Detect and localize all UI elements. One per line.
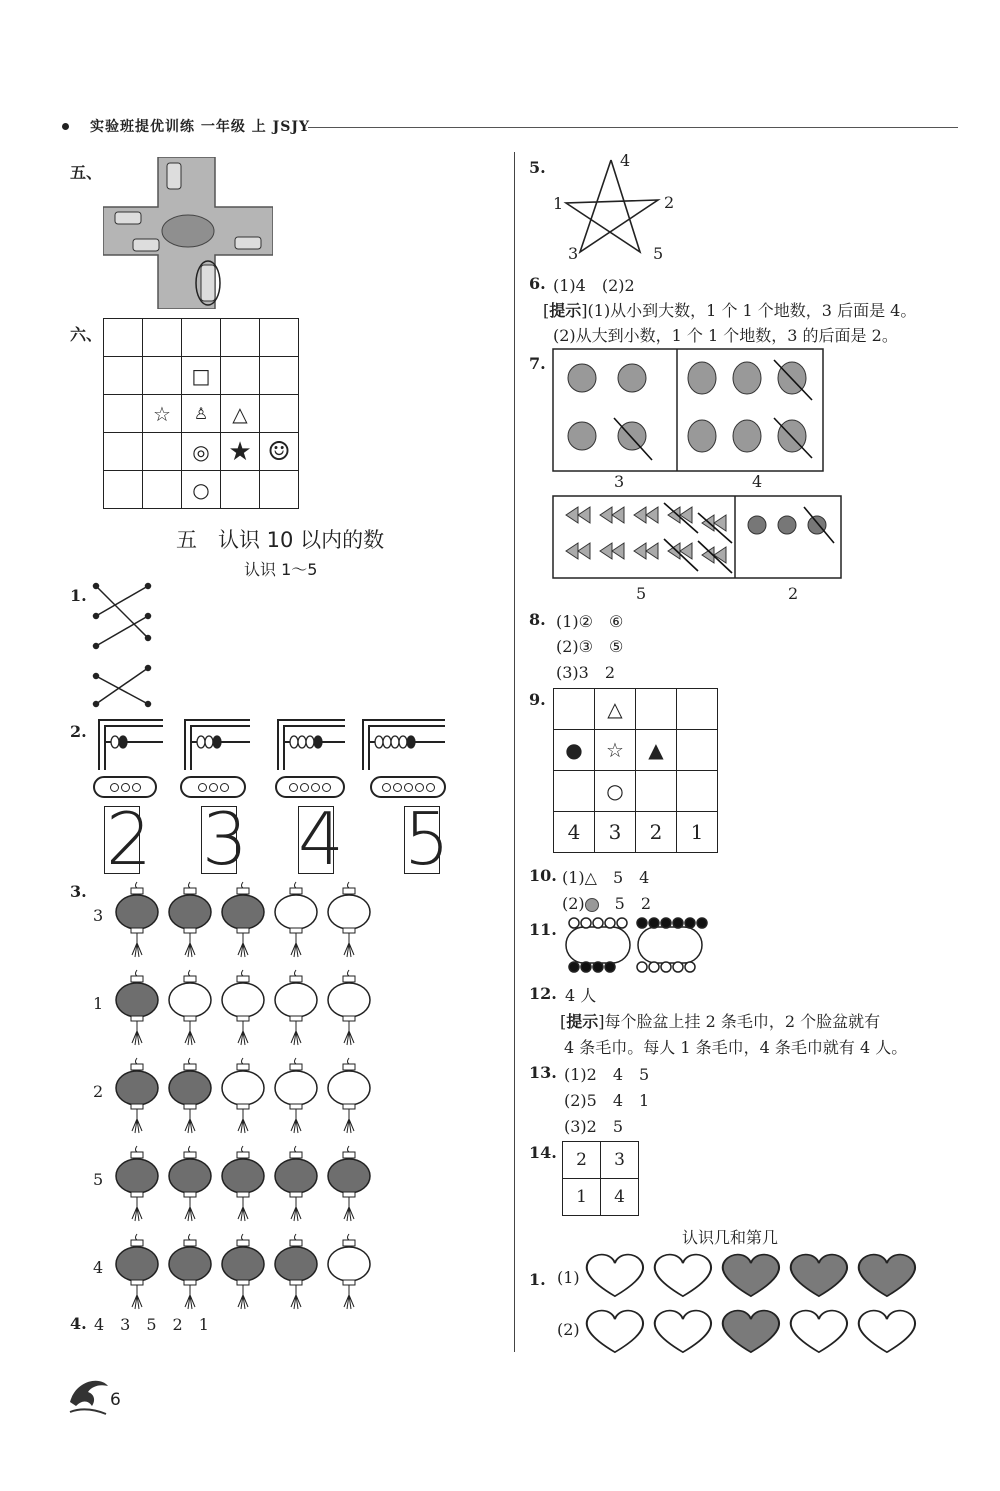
q13-number: 13. (529, 1063, 557, 1082)
q1b-row1-label: (1) (557, 1268, 580, 1287)
header-title: 实验班提优训练 一年级 上 JSJY (90, 119, 310, 135)
grid-cell: 4 (554, 812, 595, 853)
lantern-icon (114, 1056, 160, 1136)
candle-shape: ♙ (182, 395, 221, 433)
triangle-shape: △ (221, 395, 260, 433)
section-subtitle: 认识 1～5 (244, 560, 318, 579)
q3-number: 3. (70, 882, 87, 901)
heart-icon (855, 1250, 921, 1302)
q6-tip-line2: (2)从大到小数，1 个 1 个地数，3 的后面是 2。 (553, 326, 898, 345)
circle-outline: ○ (595, 771, 636, 812)
lantern-row-label: 3 (93, 906, 104, 925)
lantern-icon (326, 968, 372, 1048)
bead-ovals (562, 915, 712, 975)
heart-icon (787, 1250, 853, 1302)
lantern-icon (220, 1144, 266, 1224)
crossroad-figure (103, 157, 273, 309)
smiley-shape: ☺ (260, 433, 299, 471)
q12-number: 12. (529, 984, 557, 1003)
lantern-icon (220, 968, 266, 1048)
position-grid (103, 318, 299, 509)
heart-icon (719, 1306, 785, 1358)
page-number: 6 (110, 1390, 121, 1410)
grid-cell: 3 (601, 1142, 639, 1179)
q12-tip-line2: 4 条毛巾。每人 1 条毛巾，4 条毛巾就有 4 人。 (564, 1038, 908, 1057)
grid-cell: 1 (563, 1179, 601, 1216)
q-liu-label: 六、 (70, 325, 103, 344)
digit-3: 3 (202, 797, 248, 881)
butterfly-count: 5 (636, 584, 647, 603)
filled-circle: ● (554, 730, 595, 771)
lantern-icon (273, 1232, 319, 1312)
q-wu-label: 五、 (70, 163, 103, 182)
heart-icon (719, 1250, 785, 1302)
counter-pill-4 (275, 776, 345, 798)
q1b-row2-label: (2) (557, 1320, 580, 1339)
grid-cell: 2 (636, 812, 677, 853)
q14-number: 14. (529, 1143, 557, 1162)
digit-5: 5 (404, 797, 450, 881)
lantern-icon (273, 968, 319, 1048)
q11-number: 11. (529, 920, 557, 939)
lantern-icon (220, 880, 266, 960)
star-outline: ☆ (595, 730, 636, 771)
counter-pill-5 (370, 776, 446, 798)
monkey-deer-box (552, 348, 824, 473)
q6-answer: (1)4 (2)2 (553, 276, 635, 295)
lantern-rows (88, 880, 388, 1325)
hearts-row-2 (583, 1306, 923, 1358)
grid-cell: 3 (595, 812, 636, 853)
lantern-icon (326, 880, 372, 960)
q4-answer: 4 3 5 2 1 (94, 1315, 209, 1334)
star-outline-shape: ☆ (143, 395, 182, 433)
q4-number: 4. (70, 1314, 87, 1333)
q10-number: 10. (529, 866, 557, 885)
star-label-left: 1 (553, 194, 564, 213)
digit-4: 4 (298, 797, 344, 881)
q13-line-3: (3)2 5 (564, 1117, 624, 1136)
lantern-icon (326, 1144, 372, 1224)
q6-number: 6. (529, 274, 546, 293)
lantern-row-label: 4 (93, 1258, 104, 1277)
q12-tip: [提示]每个脸盆上挂 2 条毛巾，2 个脸盆就有 (560, 1012, 881, 1031)
heart-icon (855, 1306, 921, 1358)
q1b-number: 1. (529, 1270, 546, 1289)
q2-number: 2. (70, 722, 87, 741)
star-label-top: 4 (620, 151, 631, 170)
deer-count: 4 (752, 472, 763, 491)
grid-cell: 1 (677, 812, 718, 853)
q5-number: 5. (529, 158, 546, 177)
q8-line-1: (1)② ⑥ (556, 612, 624, 631)
lantern-icon (114, 1232, 160, 1312)
lantern-icon (167, 1056, 213, 1136)
header-rule (308, 127, 958, 128)
abacus-row (95, 716, 455, 772)
lantern-icon (326, 1056, 372, 1136)
q6-tip: [提示](1)从小到大数，1 个 1 个地数，3 后面是 4。 (543, 301, 917, 320)
digit-2: 2 (106, 797, 152, 881)
lantern-icon (273, 1056, 319, 1136)
column-divider (514, 152, 515, 1352)
q12-answer: 4 人 (565, 986, 597, 1005)
q8-line-2: (2)③ ⑤ (556, 637, 624, 656)
filled-triangle: ▲ (636, 730, 677, 771)
lantern-icon (273, 1144, 319, 1224)
lantern-icon (114, 968, 160, 1048)
triangle-outline: △ (595, 689, 636, 730)
lantern-icon (114, 880, 160, 960)
star-label-bottom-left: 3 (568, 244, 579, 263)
dolphin-icon (66, 1372, 112, 1418)
subsection-title: 认识几和第几 (682, 1228, 779, 1247)
q9-number: 9. (529, 690, 546, 709)
lantern-icon (167, 880, 213, 960)
lantern-icon (220, 1232, 266, 1312)
lantern-row-label: 5 (93, 1170, 104, 1189)
q14-grid (562, 1141, 639, 1216)
q8-number: 8. (529, 610, 546, 629)
q1-number: 1. (70, 586, 87, 605)
lantern-row-label: 1 (93, 994, 104, 1013)
square-shape: □ (182, 357, 221, 395)
lantern-icon (273, 880, 319, 960)
star-label-bottom-right: 5 (653, 244, 664, 263)
section-title: 五 认识 10 以内的数 (176, 528, 385, 552)
grid-cell: 4 (601, 1179, 639, 1216)
heart-icon (787, 1306, 853, 1358)
q9-grid (553, 688, 718, 853)
lantern-icon (167, 968, 213, 1048)
lantern-icon (220, 1056, 266, 1136)
butterfly-bee-box (552, 495, 842, 579)
q7-number: 7. (529, 354, 546, 373)
matching-lines (90, 580, 160, 710)
q10-line-2: (2) 5 2 (562, 894, 652, 913)
header-bullet (62, 123, 69, 130)
q13-line-1: (1)2 4 5 (564, 1065, 650, 1084)
star-filled-shape: ★ (221, 433, 260, 471)
heart-icon (651, 1250, 717, 1302)
hearts-row-1 (583, 1250, 923, 1302)
heart-icon (583, 1250, 649, 1302)
counter-pill-2 (93, 776, 157, 798)
monkey-count: 3 (614, 472, 625, 491)
lantern-row-label: 2 (93, 1082, 104, 1101)
q10-line-1: (1)△ 5 4 (562, 868, 650, 887)
star-label-right: 2 (664, 193, 675, 212)
heart-icon (583, 1306, 649, 1358)
lantern-icon (167, 1144, 213, 1224)
bullseye-shape: ◎ (182, 433, 221, 471)
lantern-icon (326, 1232, 372, 1312)
grid-cell: 2 (563, 1142, 601, 1179)
bee-count: 2 (788, 584, 799, 603)
lantern-icon (114, 1144, 160, 1224)
q8-line-3: (3)3 2 (556, 663, 616, 682)
heart-icon (651, 1306, 717, 1358)
circle-shape: ○ (182, 471, 221, 509)
gray-circle-icon (585, 898, 599, 912)
lantern-icon (167, 1232, 213, 1312)
counter-pill-3 (180, 776, 246, 798)
q13-line-2: (2)5 4 1 (564, 1091, 650, 1110)
